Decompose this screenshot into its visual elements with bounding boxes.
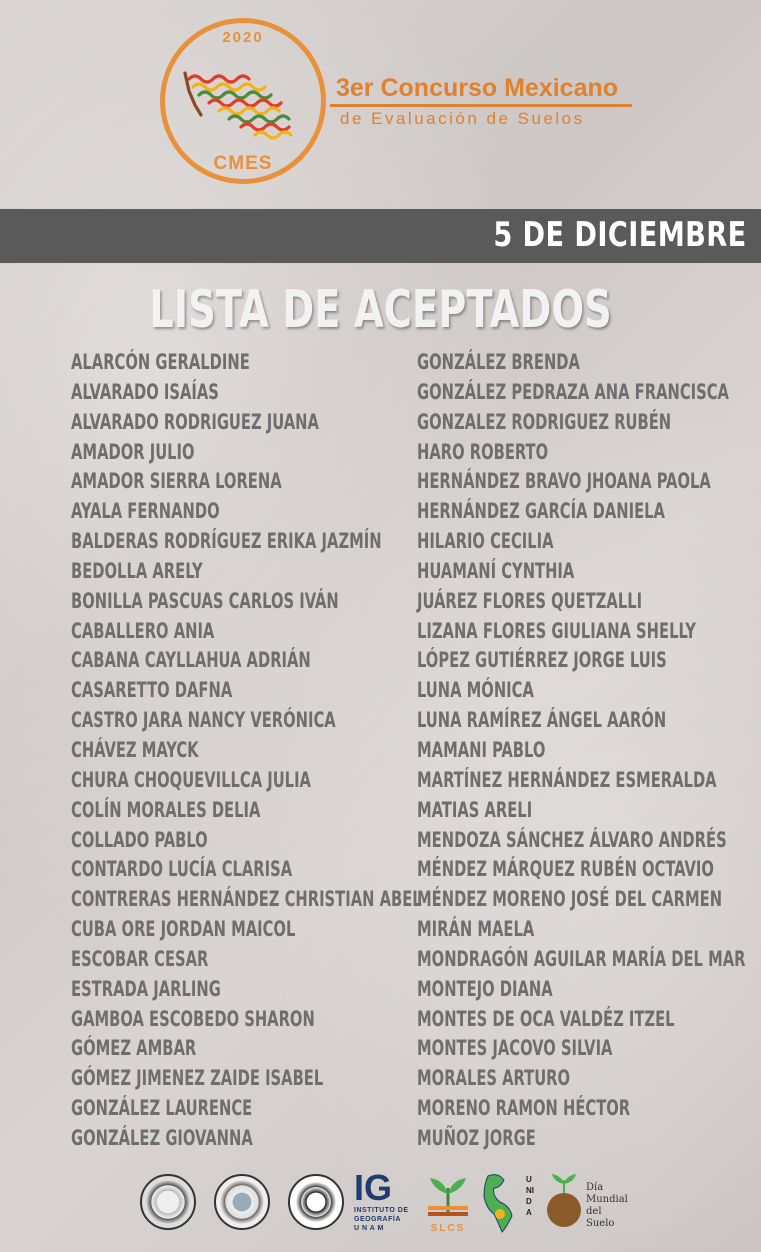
accepted-name: AMADOR SIERRA LORENA xyxy=(71,469,282,494)
unam-seal-logo xyxy=(140,1174,196,1230)
dia-logo-line1: Día xyxy=(586,1182,604,1193)
accepted-name: MONTEJO DIANA xyxy=(417,976,553,1001)
unida-logo xyxy=(480,1170,542,1236)
accepted-name: BALDERAS RODRÍGUEZ ERIKA JAZMÍN xyxy=(71,529,382,554)
ig-logo-text: IG xyxy=(354,1167,393,1208)
ig-logo-sub1: INSTITUTO DE xyxy=(354,1207,409,1214)
accepted-name: GAMBOA ESCOBEDO SHARON xyxy=(71,1006,315,1031)
accepted-name: MUÑOZ JORGE xyxy=(417,1125,536,1150)
logo-acronym: CMES xyxy=(213,153,273,174)
soil-globe-icon xyxy=(544,1170,584,1230)
accepted-name: CONTARDO LUCÍA CLARISA xyxy=(71,857,293,882)
accepted-name: GONZÁLEZ GIOVANNA xyxy=(71,1125,253,1150)
accepted-name: MAMANI PABLO xyxy=(417,737,546,762)
accepted-name: COLLADO PABLO xyxy=(71,827,208,852)
accepted-name: MONTES JACOVO SILVIA xyxy=(417,1036,613,1061)
slcs-logo-text: SLCS xyxy=(430,1223,466,1234)
event-date: 5 DE DICIEMBRE xyxy=(493,215,747,255)
accepted-name: ALARCÓN GERALDINE xyxy=(71,350,250,374)
accepted-name: BONILLA PASCUAS CARLOS IVÁN xyxy=(71,588,339,613)
ig-unam-logo xyxy=(354,1167,409,1233)
slcs-logo xyxy=(424,1170,472,1236)
sponsor-logos xyxy=(140,1168,630,1238)
accepted-name: CABANA CAYLLAHUA ADRIÁN xyxy=(71,648,311,673)
accepted-name: MENDOZA SÁNCHEZ ÁLVARO ANDRÉS xyxy=(417,827,727,852)
accepted-name: COLÍN MORALES DELIA xyxy=(71,797,261,822)
contest-subtitle: de Evaluación de Suelos xyxy=(340,109,585,128)
accepted-name: HERNÁNDEZ GARCÍA DANIELA xyxy=(417,499,665,524)
accepted-name: AYALA FERNANDO xyxy=(71,499,220,524)
accepted-name: MARTÍNEZ HERNÁNDEZ ESMERALDA xyxy=(417,767,717,792)
dia-mundial-suelo-logo xyxy=(544,1170,630,1236)
accepted-name: ALVARADO RODRIGUEZ JUANA xyxy=(71,409,319,434)
accepted-name: JUÁREZ FLORES QUETZALLI xyxy=(417,588,643,613)
list-title: LISTA DE ACEPTADOS xyxy=(149,280,612,340)
header xyxy=(0,0,761,205)
accepted-name: CASARETTO DAFNA xyxy=(71,678,233,703)
accepted-name: MORENO RAMON HÉCTOR xyxy=(417,1096,631,1121)
accepted-name: CHURA CHOQUEVILLCA JULIA xyxy=(71,767,311,792)
date-banner xyxy=(0,209,761,263)
unida-logo-text: UNIDA xyxy=(526,1175,534,1217)
accepted-name: MÉNDEZ MORENO JOSÉ DEL CARMEN xyxy=(417,887,723,912)
accepted-name: GÓMEZ AMBAR xyxy=(71,1036,197,1061)
accepted-name: MONDRAGÓN AGUILAR MARÍA DEL MAR xyxy=(417,946,746,971)
accepted-name: HARO ROBERTO xyxy=(417,439,549,464)
accepted-name: CONTRERAS HERNÁNDEZ CHRISTIAN ABEL xyxy=(71,887,422,912)
accepted-name: ESTRADA JARLING xyxy=(71,976,221,1001)
accepted-name: LIZANA FLORES GIULIANA SHELLY xyxy=(417,618,696,643)
accepted-name: CHÁVEZ MAYCK xyxy=(71,737,199,762)
cmes-logo xyxy=(160,18,326,184)
colegio-seal-logo xyxy=(214,1174,270,1230)
accepted-name: HILARIO CECILIA xyxy=(417,529,554,554)
dia-logo-line3: del Suelo xyxy=(586,1206,615,1229)
society-seal-logo xyxy=(288,1174,344,1230)
americas-map-icon xyxy=(480,1170,524,1234)
accepted-name: MATIAS ARELI xyxy=(417,797,533,822)
plant-icon xyxy=(424,1170,472,1218)
accepted-name: MORALES ARTURO xyxy=(417,1066,571,1091)
ig-logo-sub3: U N A M xyxy=(354,1225,384,1232)
accepted-name: GONZALEZ RODRIGUEZ RUBÉN xyxy=(417,409,672,434)
names-column-right xyxy=(417,348,761,1154)
accepted-name: BEDOLLA ARELY xyxy=(71,558,203,583)
accepted-name: AMADOR JULIO xyxy=(71,439,195,464)
accepted-name: MIRÁN MAELA xyxy=(417,917,535,942)
accepted-name: LUNA MÓNICA xyxy=(417,678,534,703)
accepted-name: HUAMANÍ CYNTHIA xyxy=(417,558,575,583)
accepted-name: ALVARADO ISAÍAS xyxy=(71,379,219,404)
ig-logo-sub2: GEOGRAFÍA xyxy=(354,1216,401,1223)
dia-logo-line2: Mundial xyxy=(586,1194,628,1205)
accepted-name: GONZÁLEZ BRENDA xyxy=(417,350,580,374)
title-divider xyxy=(330,104,632,107)
logo-year: 2020 xyxy=(222,29,264,46)
accepted-name: HERNÁNDEZ BRAVO JHOANA PAOLA xyxy=(417,469,711,494)
accepted-name: ESCOBAR CESAR xyxy=(71,946,209,971)
accepted-name: LUNA RAMÍREZ ÁNGEL AARÓN xyxy=(417,708,667,733)
accepted-name: MONTES DE OCA VALDÉZ ITZEL xyxy=(417,1006,675,1031)
accepted-name: CASTRO JARA NANCY VERÓNICA xyxy=(71,708,336,733)
accepted-name: CUBA ORE JORDAN MAICOL xyxy=(71,917,296,942)
accepted-name: GONZÁLEZ PEDRAZA ANA FRANCISCA xyxy=(417,379,729,404)
accepted-name: MÉNDEZ MÁRQUEZ RUBÉN OCTAVIO xyxy=(417,857,714,882)
mexico-map-icon xyxy=(179,57,329,157)
accepted-name: CABALLERO ANIA xyxy=(71,618,215,643)
accepted-name: GÓMEZ JIMENEZ ZAIDE ISABEL xyxy=(71,1066,324,1091)
accepted-name: LÓPEZ GUTIÉRREZ JORGE LUIS xyxy=(417,648,667,673)
contest-title: 3er Concurso Mexicano xyxy=(336,74,619,102)
accepted-name: GONZÁLEZ LAURENCE xyxy=(71,1096,253,1121)
